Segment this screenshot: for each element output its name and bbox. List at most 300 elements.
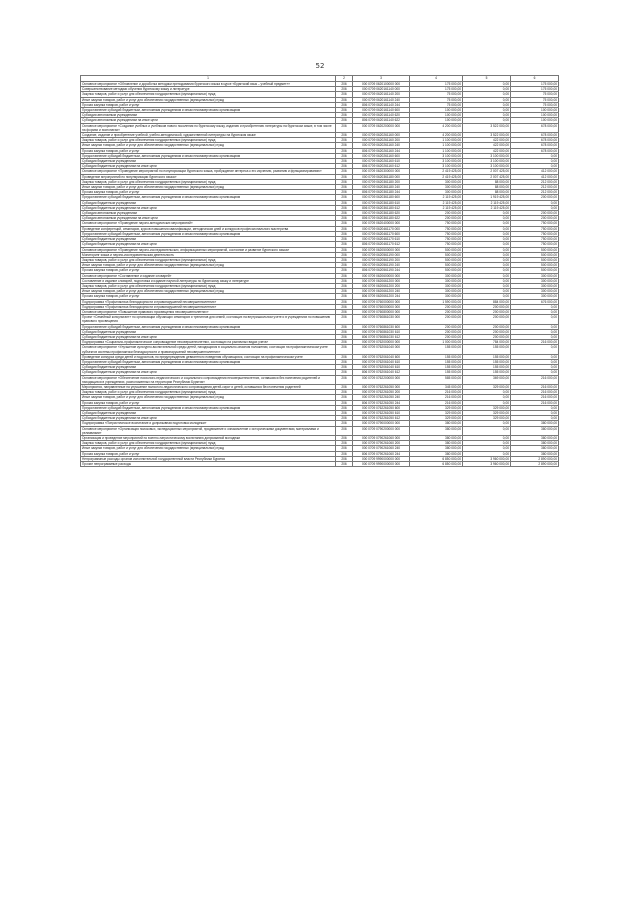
row-amount-cell: 500 000,00 [410,247,463,252]
row-name-cell: Непрограммные расходы органов исполнительной государственной власти Республики Бурятия [81,456,336,461]
row-amount-cell: 216 000,00 [511,340,559,345]
row-amount-cell: 0,00 [463,216,511,221]
row-admin-cell: 206 [336,242,353,247]
row-amount-cell: 678 000,00 [511,133,559,138]
row-amount-cell: 155 000,00 [410,345,463,354]
row-amount-cell: 3 100 000,00 [410,159,463,164]
table-body [81,82,559,467]
row-name-cell: Субсидии бюджетным учреждениям на иные цели [81,370,336,375]
row-name-cell: Предоставление субсидий бюджетным, автономным учреждениям и иным некоммерческим организациям [81,405,336,410]
row-amount-cell: 300 000,00 [410,278,463,283]
row-admin-cell: 206 [336,329,353,334]
row-amount-cell: 300 000,00 [511,283,559,288]
row-amount-cell: 216 000,00 [410,390,463,395]
row-amount-cell: 6 850 000,00 [410,462,463,467]
row-amount-cell: 100 000,00 [511,113,559,118]
row-amount-cell: 0,00 [463,421,511,426]
row-admin-cell: 206 [336,446,353,451]
row-code-cell: 000 0709 0790000000 000 [353,421,410,426]
row-admin-cell: 206 [336,436,353,441]
row-name-cell: Закупка товаров, работ и услуг для обеспечения государственных (муниципальных) нужд [81,390,336,395]
row-amount-cell: 300 000,00 [410,273,463,278]
row-amount-cell: 500 000,00 [511,268,559,273]
row-admin-cell: 206 [336,123,353,132]
row-amount-cell: 0,00 [463,400,511,405]
row-amount-cell: 216 000,00 [511,400,559,405]
row-amount-cell: 300 000,00 [410,179,463,184]
row-admin-cell: 206 [336,451,353,456]
row-name-cell: Закупка товаров, работ и услуг для обеспечения государственных (муниципальных) нужд [81,283,336,288]
row-code-cell: 000 0709 0620500000 000 [353,247,410,252]
table-row [81,375,559,384]
row-name-cell: Предоставление субсидий бюджетным, автономным учреждениям и иным некоммерческим организациям [81,359,336,364]
row-admin-cell: 206 [336,289,353,294]
row-amount-cell: 75 000,00 [410,97,463,102]
row-admin-cell: 206 [336,315,353,324]
row-amount-cell: 3 100 000,00 [463,153,511,158]
row-amount-cell: 0,00 [463,211,511,216]
row-code-cell: 806 0709 0760861030 612 [353,334,410,339]
table-row [81,345,559,354]
row-amount-cell: 0,00 [463,226,511,231]
row-amount-cell: 1 590 000,00 [410,299,463,304]
row-amount-cell: 200 000,00 [410,216,463,221]
row-amount-cell: 0,00 [511,200,559,205]
row-code-cell: 000 0709 0620461170 600 [353,231,410,236]
row-amount-cell: 678 000,00 [511,123,559,132]
row-amount-cell: 500 000,00 [410,263,463,268]
row-admin-cell: 206 [336,365,353,370]
row-amount-cell: 678 000,00 [511,148,559,153]
row-name-cell: Субсидии бюджетным учреждениям на иные цели [81,164,336,169]
row-name-cell: Мониторинг языка и научно-исследовательская деятельность [81,252,336,257]
row-admin-cell: 206 [336,441,353,446]
row-amount-cell: 200 000,00 [410,334,463,339]
row-amount-cell: 750 000,00 [410,237,463,242]
row-amount-cell: 200 000,00 [410,315,463,324]
row-amount-cell: 300 000,00 [410,185,463,190]
row-amount-cell: 155 000,00 [463,345,511,354]
row-amount-cell: 422 000,00 [463,138,511,143]
table-row [81,462,559,467]
row-amount-cell: 380 000,00 [511,451,559,456]
row-amount-cell: 300 000,00 [410,190,463,195]
row-amount-cell: 200 000,00 [511,211,559,216]
budget-table [80,75,559,467]
table-row [81,123,559,132]
row-name-cell: Субсидии бюджетным учреждениям [81,365,336,370]
row-name-cell: Предоставление субсидий бюджетным, автономным учреждениям и иным некоммерческим организациям [81,153,336,158]
row-amount-cell: 0,00 [463,263,511,268]
row-amount-cell: 750 000,00 [511,231,559,236]
row-admin-cell: 206 [336,257,353,262]
row-amount-cell: 100 000,00 [511,118,559,123]
row-code-cell: 000 0709 0620661200 000 [353,278,410,283]
row-amount-cell: 412 000,00 [511,169,559,174]
row-name-cell: Иные закупки товаров, работ и услуг для обеспечения государственных (муниципальных) нужд [81,395,336,400]
row-name-cell: Проведение мероприятий по популяризации бурятского языка» [81,174,336,179]
row-name-cell: Подпрограмма «Патриотическое воспитание и допризывная подготовка молодежи» [81,421,336,426]
row-code-cell: 806 0709 0620461170 612 [353,242,410,247]
row-amount-cell: 0,00 [463,390,511,395]
row-amount-cell: 0,00 [511,365,559,370]
row-name-cell: Субсидии бюджетным учреждениям [81,411,336,416]
row-admin-cell: 206 [336,252,353,257]
row-name-cell: Иные закупки товаров, работ и услуг для обеспечения государственных (муниципальных) нужд [81,263,336,268]
row-code-cell: 000 0709 0762261050 600 [353,405,410,410]
column-header: 5 [463,76,511,82]
row-code-cell: 806 0709 0620361180 622 [353,216,410,221]
row-name-cell: Субсидии бюджетным учреждениям на иные цели [81,205,336,210]
row-name-cell: Создание, издание и приобретение учебной, учебно-методической, художественной литературы на бурятском языке [81,133,336,138]
row-admin-cell: 206 [336,273,353,278]
row-name-cell: Субсидии бюджетным учреждениям на иные цели [81,334,336,339]
row-amount-cell: 1 000 000,00 [410,340,463,345]
row-code-cell: 000 0709 0620261160 000 [353,133,410,138]
row-admin-cell: 206 [336,148,353,153]
row-amount-cell: 88 000,00 [463,190,511,195]
row-admin-cell: 206 [336,416,353,421]
row-code-cell: 000 0709 0620361180 240 [353,185,410,190]
column-header: 6 [511,76,559,82]
row-amount-cell: 175 000,00 [511,82,559,87]
row-amount-cell: 200 000,00 [410,211,463,216]
row-amount-cell: 0,00 [511,315,559,324]
row-amount-cell: 329 000,00 [410,416,463,421]
row-code-cell: 000 0709 0620661200 200 [353,283,410,288]
row-admin-cell: 206 [336,87,353,92]
row-amount-cell: 0,00 [463,395,511,400]
row-amount-cell: 3 960 000,00 [463,456,511,461]
row-name-cell: Субсидии бюджетным учреждениям [81,159,336,164]
row-name-cell: Закупка товаров, работ и услуг для обеспечения государственных (муниципальных) нужд [81,441,336,446]
row-name-cell: Основное мероприятие «Проведение мероприятий по популяризации бурятского языка, пробуждение интереса к его изучению, развитию и функционированию» [81,169,336,174]
row-admin-cell: 206 [336,278,353,283]
row-amount-cell: 0,00 [511,304,559,309]
row-code-cell: 000 0709 0620161140 240 [353,97,410,102]
row-admin-cell: 206 [336,226,353,231]
row-code-cell: 000 0709 0620461170 000 [353,226,410,231]
row-amount-cell: 300 000,00 [410,289,463,294]
row-amount-cell: 0,00 [511,324,559,329]
row-amount-cell: 300 000,00 [410,294,463,299]
row-amount-cell: 155 000,00 [463,370,511,375]
row-amount-cell: 0,00 [463,451,511,456]
row-admin-cell: 206 [336,395,353,400]
row-amount-cell: 2 890 000,00 [511,456,559,461]
row-code-cell: 000 0709 0620261160 240 [353,143,410,148]
row-amount-cell: 676 000,00 [511,299,559,304]
row-admin-cell: 206 [336,426,353,435]
row-amount-cell: 750 000,00 [511,242,559,247]
row-amount-cell: 380 000,00 [410,441,463,446]
row-admin-cell: 206 [336,384,353,389]
row-code-cell: 000 0709 0620561190 000 [353,252,410,257]
row-code-cell: 000 0709 0620361180 000 [353,174,410,179]
row-name-cell: Субсидии автономным учреждениям на иные цели [81,118,336,123]
row-amount-cell: 0,00 [463,247,511,252]
row-amount-cell: 0,00 [463,446,511,451]
row-name-cell: Основное мероприятие «Обеспечение психолого-педагогического и социального сопровождения несовершеннолетних, оставшихся без попечения родителей и находящихся в учреждениях, расположенных на территории Республики Бурятия» [81,375,336,384]
row-amount-cell: 212 000,00 [511,179,559,184]
row-amount-cell: 750 000,00 [511,226,559,231]
row-amount-cell: 3 100 000,00 [410,164,463,169]
row-admin-cell: 206 [336,334,353,339]
row-amount-cell: 2 007 425,00 [463,174,511,179]
row-name-cell: Организация и проведение мероприятий по военно-патриотическому воспитанию допризывной молодежи [81,436,336,441]
row-amount-cell: 380 000,00 [410,421,463,426]
row-amount-cell: 88 000,00 [463,179,511,184]
row-amount-cell: 500 000,00 [511,257,559,262]
row-amount-cell: 200 000,00 [410,324,463,329]
row-amount-cell: 884 000,00 [463,299,511,304]
row-code-cell: 000 0709 0790261060 200 [353,441,410,446]
row-amount-cell: 380 000,00 [410,436,463,441]
row-amount-cell: 75 000,00 [511,92,559,97]
row-amount-cell: 0,00 [511,416,559,421]
row-code-cell: 000 0709 0620661200 240 [353,289,410,294]
row-amount-cell: 1 919 425,00 [463,195,511,200]
row-amount-cell: 0,00 [511,354,559,359]
row-name-cell: Субсидии бюджетным учреждениям [81,237,336,242]
row-name-cell: Закупка товаров, работ и услуг для обеспечения государственных (муниципальных) нужд [81,92,336,97]
row-amount-cell: 88 000,00 [463,185,511,190]
row-admin-cell: 206 [336,138,353,143]
row-amount-cell: 422 000,00 [463,143,511,148]
row-amount-cell: 345 000,00 [410,384,463,389]
row-amount-cell: 2 119 425,00 [410,205,463,210]
row-code-cell: 000 0709 0620400000 000 [353,221,410,226]
row-code-cell: 000 0709 0762061040 610 [353,365,410,370]
row-amount-cell: 750 000,00 [410,242,463,247]
row-amount-cell: 380 000,00 [511,421,559,426]
row-amount-cell: 1 100 000,00 [410,138,463,143]
row-admin-cell: 206 [336,304,353,309]
row-admin-cell: 206 [336,102,353,107]
row-code-cell: 806 0709 0620161140 622 [353,118,410,123]
row-code-cell: 806 0709 0762061040 612 [353,370,410,375]
row-admin-cell: 206 [336,231,353,236]
row-amount-cell: 369 000,00 [463,375,511,384]
row-name-cell: Основное мероприятие «Составление и издание словарей» [81,273,336,278]
row-admin-cell: 206 [336,294,353,299]
row-amount-cell: 6 850 000,00 [410,456,463,461]
row-amount-cell: 0,00 [463,113,511,118]
row-name-cell: Подпрограмма «Социально-профилактическое сопровождение несовершеннолетних, состоящих на различных видах учета» [81,340,336,345]
row-amount-cell: 0,00 [463,237,511,242]
row-name-cell: Иные закупки товаров, работ и услуг для обеспечения государственных (муниципальных) нужд [81,97,336,102]
row-admin-cell: 206 [336,345,353,354]
row-amount-cell: 216 000,00 [410,400,463,405]
row-admin-cell: 206 [336,190,353,195]
row-admin-cell: 206 [336,340,353,345]
row-amount-cell: 216 000,00 [511,395,559,400]
row-admin-cell: 206 [336,216,353,221]
column-header: 3 [353,76,410,82]
row-name-cell: Предоставление субсидий бюджетным, автономным учреждениям и иным некоммерческим организациям [81,324,336,329]
row-amount-cell: 380 000,00 [511,441,559,446]
row-code-cell: 806 0709 0790261060 244 [353,451,410,456]
row-amount-cell: 412 000,00 [511,174,559,179]
row-code-cell: 806 0709 0620361180 612 [353,205,410,210]
row-amount-cell: 2 119 425,00 [410,195,463,200]
row-admin-cell: 206 [336,185,353,190]
row-name-cell: Субсидии автономным учреждениям [81,113,336,118]
column-header: 1 [81,76,336,82]
row-code-cell: 806 0709 0620661200 244 [353,294,410,299]
row-admin-cell: 206 [336,195,353,200]
row-amount-cell: 100 000,00 [410,113,463,118]
row-amount-cell: 0,00 [463,92,511,97]
row-amount-cell: 784 000,00 [463,340,511,345]
row-amount-cell: 155 000,00 [463,359,511,364]
row-name-cell: Прочая закупка товаров, работ и услуг [81,148,336,153]
row-code-cell: 000 0709 9990000000 000 [353,462,410,467]
row-name-cell: Субсидии бюджетным учреждениям на иные цели [81,416,336,421]
row-amount-cell: 422 000,00 [463,148,511,153]
row-name-cell: Предоставление субсидий бюджетным, автономным учреждениям и иным некоммерческим организациям [81,108,336,113]
row-admin-cell: 206 [336,108,353,113]
row-amount-cell: 0,00 [463,426,511,435]
column-header: 4 [410,76,463,82]
row-amount-cell: 155 000,00 [410,370,463,375]
row-amount-cell: 200 000,00 [511,216,559,221]
row-code-cell: 000 0709 0762000000 000 [353,340,410,345]
row-code-cell: 000 0709 0620261160 200 [353,138,410,143]
row-name-cell: Основное мероприятие «Проведение научно-методических мероприятий» [81,221,336,226]
row-name-cell: Подпрограмма «Профилактика безнадзорности и правонарушений несовершеннолетних» [81,299,336,304]
row-amount-cell: 0,00 [463,242,511,247]
row-amount-cell: 75 000,00 [410,102,463,107]
row-amount-cell: 380 000,00 [410,446,463,451]
row-name-cell: Прочая закупка товаров, работ и услуг [81,190,336,195]
row-amount-cell: 175 000,00 [410,82,463,87]
row-amount-cell: 200 000,00 [463,309,511,314]
row-amount-cell: 155 000,00 [410,354,463,359]
row-admin-cell: 206 [336,221,353,226]
row-name-cell: Закупка товаров, работ и услуг для обеспечения государственных (муниципальных) нужд [81,179,336,184]
row-name-cell: Прочая закупка товаров, работ и услуг [81,451,336,456]
row-amount-cell: 2 119 425,00 [463,205,511,210]
row-amount-cell: 100 000,00 [410,108,463,113]
row-amount-cell: 3 100 000,00 [410,153,463,158]
row-name-cell: Проведение конкурса среди детей и подростков, по предупреждению девиантного поведения обучающихся, состоящих на профилактическом учете [81,354,336,359]
row-amount-cell: 300 000,00 [410,283,463,288]
row-name-cell: Прочие непрограммные расходы [81,462,336,467]
row-admin-cell: 206 [336,375,353,384]
row-amount-cell: 200 000,00 [463,315,511,324]
row-name-cell: Закупка товаров, работ и услуг для обеспечения государственных (муниципальных) нужд [81,138,336,143]
row-amount-cell: 0,00 [511,359,559,364]
row-amount-cell: 678 000,00 [511,138,559,143]
row-admin-cell: 206 [336,354,353,359]
row-amount-cell: 155 000,00 [410,365,463,370]
row-amount-cell: 0,00 [463,102,511,107]
row-code-cell: 000 0709 0760861030 610 [353,329,410,334]
row-amount-cell: 300 000,00 [511,273,559,278]
row-amount-cell: 3 522 000,00 [463,133,511,138]
row-amount-cell: 678 000,00 [511,143,559,148]
row-admin-cell: 206 [336,179,353,184]
row-amount-cell: 200 000,00 [511,195,559,200]
row-code-cell: 000 0709 0760000000 000 [353,304,410,309]
row-code-cell: 000 0709 0620261160 600 [353,153,410,158]
row-amount-cell: 0,00 [511,309,559,314]
row-amount-cell: 500 000,00 [410,252,463,257]
table-row [81,315,559,324]
row-admin-cell: 206 [336,370,353,375]
row-amount-cell: 329 000,00 [463,416,511,421]
row-admin-cell: 206 [336,153,353,158]
row-admin-cell: 206 [336,174,353,179]
row-code-cell: 000 0709 0762061040 000 [353,345,410,354]
row-amount-cell: 100 000,00 [410,118,463,123]
row-amount-cell: 200 000,00 [463,334,511,339]
row-amount-cell: 200 000,00 [463,329,511,334]
row-name-cell: Иные закупки товаров, работ и услуг для обеспечения государственных (муниципальных) нужд [81,185,336,190]
row-code-cell: 000 0709 0620561190 240 [353,263,410,268]
row-amount-cell: 200 000,00 [463,304,511,309]
row-amount-cell: 3 100 000,00 [463,164,511,169]
row-code-cell: 000 0709 0620100000 000 [353,82,410,87]
row-amount-cell: 0,00 [511,329,559,334]
row-code-cell: 000 0709 0762200000 000 [353,375,410,384]
row-name-cell: Закупка товаров, работ и услуг для обеспечения государственных (муниципальных) нужд [81,257,336,262]
row-amount-cell: 3 960 000,00 [463,462,511,467]
row-amount-cell: 0,00 [463,108,511,113]
row-amount-cell: 380 000,00 [410,426,463,435]
row-code-cell: 000 0709 0620600000 000 [353,273,410,278]
row-admin-cell: 206 [336,113,353,118]
row-amount-cell: 0,00 [511,205,559,210]
row-code-cell: 000 0709 0760861030 000 [353,315,410,324]
row-amount-cell: 0,00 [463,268,511,273]
row-code-cell: 000 0709 0620561190 200 [353,257,410,262]
row-name-cell: Прочая закупка товаров, работ и услуг [81,294,336,299]
row-admin-cell: 206 [336,268,353,273]
row-code-cell: 000 0709 0620261160 610 [353,159,410,164]
row-amount-cell: 0,00 [463,441,511,446]
row-code-cell: 000 0709 0620361180 600 [353,195,410,200]
row-code-cell: 806 0709 0620561190 244 [353,268,410,273]
row-amount-cell: 0,00 [463,289,511,294]
row-amount-cell: 1 100 000,00 [410,148,463,153]
row-admin-cell: 206 [336,118,353,123]
row-amount-cell: 0,00 [511,164,559,169]
row-name-cell: Составление и издание словарей, подготовка и издание научной литературы по бурятскому языку и литературе [81,278,336,283]
row-code-cell: 000 0709 0620361180 620 [353,211,410,216]
row-admin-cell: 206 [336,283,353,288]
row-admin-cell: 206 [336,263,353,268]
row-name-cell: Прочая закупка товаров, работ и услуг [81,268,336,273]
row-admin-cell: 206 [336,324,353,329]
row-admin-cell: 206 [336,205,353,210]
row-admin-cell: 206 [336,200,353,205]
row-amount-cell: 500 000,00 [410,268,463,273]
row-code-cell: 806 0709 0620161140 244 [353,102,410,107]
row-admin-cell: 206 [336,211,353,216]
row-amount-cell: 216 000,00 [511,384,559,389]
row-name-cell: Совершенствование методики обучения бурятскому языку и литературе [81,87,336,92]
row-admin-cell: 206 [336,462,353,467]
row-amount-cell: 200 000,00 [463,324,511,329]
row-amount-cell: 585 000,00 [410,375,463,384]
row-amount-cell: 750 000,00 [410,221,463,226]
row-amount-cell: 175 000,00 [511,87,559,92]
row-name-cell: Проект «Семейный консультант» по организации обучающих семинаров и тренингов для семей, состоящих на внутришкольном учете и в учреждениях по повышению правового просвещения [81,315,336,324]
row-amount-cell: 155 000,00 [463,354,511,359]
row-admin-cell: 206 [336,400,353,405]
